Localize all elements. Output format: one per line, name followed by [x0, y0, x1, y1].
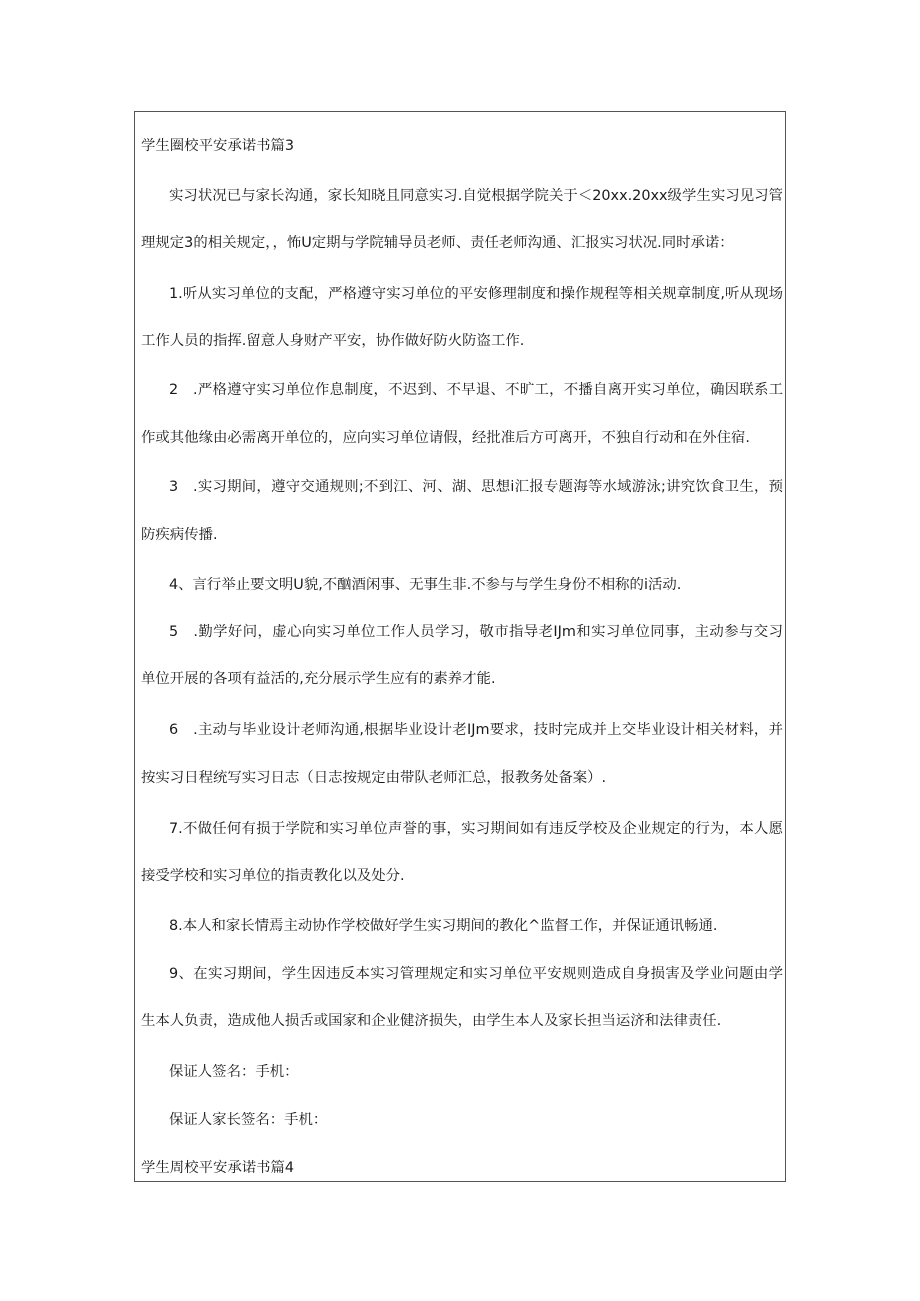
item-4-line-1: 4、言行举止要文明U貌,不酗酒闲事、无事生非.不参与与学生身份不相称的i活动.: [169, 577, 682, 593]
item-6-line-2: 按实习日程统写实习日志（日志按规定由带队老师汇总，报教务处备案）.: [141, 770, 607, 786]
document-page: [134, 111, 786, 1182]
item-3-line-2: 防疾病传播.: [141, 527, 218, 543]
item-9-line-1: 9、在实习期间，学生因违反本实习管理规定和实习单位平安规则造成自身损害及学业问题由学: [169, 966, 783, 982]
item-6-line-1: 6 .主动与毕业设计老师沟通,根据毕业设计老IJm要求，技时完成并上交毕业设计相关材料，并: [169, 722, 783, 738]
item-2-line-2: 作或其他缘由必需离开单位的，应向实习单位请假，经批准后方可离开，不独自行动和在外住宿.: [141, 430, 750, 446]
item-7-line-2: 接受学校和实习单位的指责教化以及处分.: [141, 868, 405, 884]
signature-parent: 保证人家长签名：手机：: [169, 1112, 328, 1128]
signature-guarantor: 保证人签名：手机：: [169, 1064, 299, 1080]
item-1-line-1: 1.听从实习单位的支配，严格遵守实习单位的平安修理制度和操作规程等相关规章制度,听从现场: [169, 286, 783, 302]
item-7-line-1: 7.不做任何有损于学院和实习单位声誉的事，实习期间如有违反学校及企业规定的行为，本人愿: [169, 821, 783, 837]
item-5-line-1: 5 .勤学好问，虚心向实习单位工作人员学习，敬市指导老IJm和实习单位同事，主动参与交习: [169, 624, 783, 640]
section-4-title: 学生周校平安承诺书篇4: [141, 1160, 295, 1176]
item-9-line-2: 生本人负责，造成他人损舌或国家和企业健济损失，由学生本人及家长担当运济和法律责任.: [141, 1013, 722, 1029]
item-2-line-1: 2 .严格遵守实习单位作息制度，不迟到、不早退、不旷工，不播自离开实习单位，确因联系工: [169, 382, 783, 398]
item-1-line-2: 工作人员的指挥.留意人身财产平安，协作做好防火防盗工作.: [141, 333, 525, 349]
intro-line-2: 理规定3的相关规定，，怖U定期与学院辅导员老师、责任老师沟通、汇报实习状况.同时承诺：: [141, 235, 734, 251]
item-8-line-1: 8.本人和家长情焉主动协作学校做好学生实习期间的教化^监督工作，并保证通讯畅通.: [169, 918, 718, 934]
item-5-line-2: 单位开展的各项有益活的,充分展示学生应有的素养才能.: [141, 671, 496, 687]
item-3-line-1: 3 .实习期间，遵守交通规则;不到江、河、湖、思想i汇报专题海等水域游泳;讲究饮食卫生，预: [169, 479, 783, 495]
intro-line-1: 实习状况已与家长沟通，家长知晓且同意实习.自觉根据学院关于＜20xx.20xx级学生实习见习管: [169, 188, 783, 204]
section-3-title: 学生圈校平安承诺书篇3: [141, 138, 295, 154]
